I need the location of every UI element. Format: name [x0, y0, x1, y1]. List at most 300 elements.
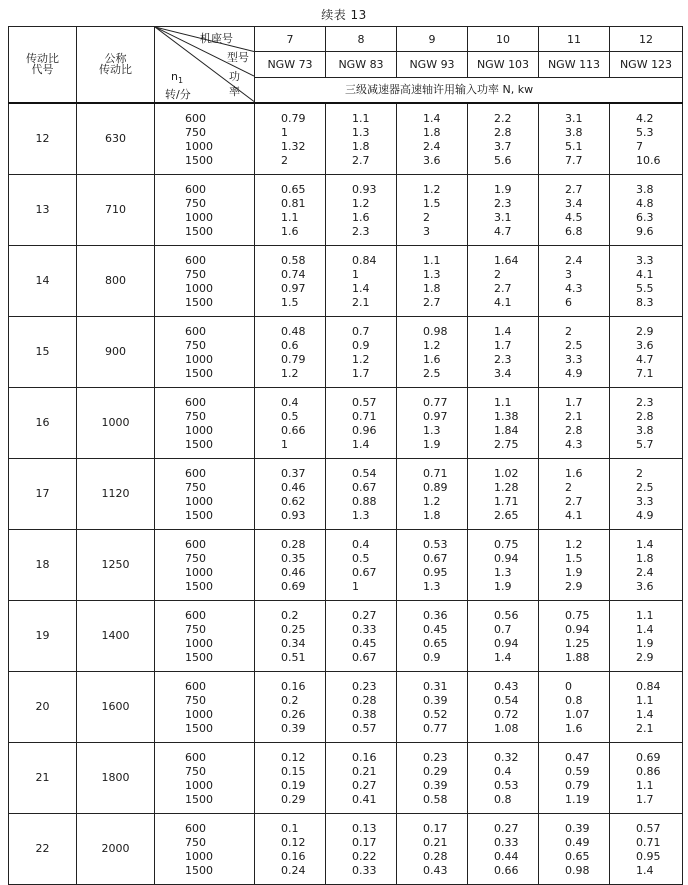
power-value: 2.5	[423, 366, 441, 380]
power-value: 0.28	[281, 537, 306, 551]
ratio-code-cell: 19	[9, 600, 77, 671]
frame-no-8: 8	[326, 27, 397, 52]
table-row	[9, 174, 683, 245]
table-row	[9, 742, 683, 813]
power-value: 1.5	[281, 295, 299, 309]
power-cell	[468, 813, 539, 884]
power-cell	[468, 742, 539, 813]
speed-value: 600	[185, 111, 206, 125]
speed-cell	[155, 742, 255, 813]
table-row	[9, 529, 683, 600]
power-cell	[326, 529, 397, 600]
power-value: 0.54	[494, 693, 519, 707]
power-cell	[539, 813, 610, 884]
model-ngw123: NGW 123	[610, 52, 683, 78]
power-value: 1.3	[423, 579, 441, 593]
nominal-ratio-cell: 1250	[77, 529, 155, 600]
power-table	[8, 26, 682, 877]
power-value: 0.33	[352, 863, 377, 877]
power-cell	[468, 174, 539, 245]
power-value: 0.2	[281, 608, 299, 622]
power-cell	[397, 245, 468, 316]
power-value: 0.65	[565, 849, 590, 863]
model-label: 型号	[227, 51, 249, 64]
speed-value: 750	[185, 125, 206, 139]
speed-value: 1000	[185, 352, 213, 366]
table-row	[9, 600, 683, 671]
table-caption: 续表 13	[321, 8, 367, 22]
power-value: 2.8	[565, 423, 583, 437]
power-value: 0.57	[636, 821, 661, 835]
power-value: 0.32	[494, 750, 519, 764]
power-value: 0.51	[281, 650, 306, 664]
power-value: 0.95	[636, 849, 661, 863]
power-cell	[255, 458, 326, 529]
power-value: 0.69	[281, 579, 306, 593]
power-value: 0.74	[281, 267, 306, 281]
power-value: 1.9	[494, 579, 512, 593]
power-value: 0.5	[352, 551, 370, 565]
power-value: 0.49	[565, 835, 590, 849]
table-row	[9, 316, 683, 387]
power-cell	[326, 174, 397, 245]
power-value: 0.34	[281, 636, 306, 650]
power-value: 1.28	[494, 480, 519, 494]
power-cell	[326, 813, 397, 884]
ratio-code-cell: 12	[9, 103, 77, 175]
power-value: 1.2	[352, 352, 370, 366]
power-value: 0.98	[565, 863, 590, 877]
power-value: 2.1	[352, 295, 370, 309]
power-value: 0.77	[423, 395, 448, 409]
speed-value: 1000	[185, 565, 213, 579]
power-value: 5.5	[636, 281, 654, 295]
frame-no-label: 机座号	[200, 32, 233, 45]
power-cell	[255, 174, 326, 245]
power-cell	[539, 174, 610, 245]
power-value: 0.15	[281, 764, 306, 778]
speed-value: 1000	[185, 778, 213, 792]
power-value: 0.43	[494, 679, 519, 693]
speed-cell	[155, 671, 255, 742]
power-value: 0.23	[352, 679, 377, 693]
power-value: 1.8	[423, 125, 441, 139]
power-value: 1	[352, 579, 359, 593]
power-value: 0.4	[352, 537, 370, 551]
power-value: 0.81	[281, 196, 306, 210]
power-cell	[255, 387, 326, 458]
power-value: 0.39	[423, 778, 448, 792]
power-value: 3.4	[494, 366, 512, 380]
power-value: 0.69	[636, 750, 661, 764]
speed-value: 1000	[185, 636, 213, 650]
power-value: 2.7	[494, 281, 512, 295]
power-value: 0.12	[281, 750, 306, 764]
power-value: 1.4	[494, 650, 512, 664]
power-value: 1.5	[423, 196, 441, 210]
power-value: 1.7	[565, 395, 583, 409]
power-cell	[468, 103, 539, 175]
power-value: 3	[423, 224, 430, 238]
power-value: 1.5	[565, 551, 583, 565]
nominal-ratio-cell: 630	[77, 103, 155, 175]
power-value: 6.8	[565, 224, 583, 238]
power-value: 1.1	[423, 253, 441, 267]
ratio-code-cell: 18	[9, 529, 77, 600]
power-value: 4.1	[565, 508, 583, 522]
nominal-ratio-header-line2: 传动比	[99, 63, 132, 77]
speed-value: 1000	[185, 707, 213, 721]
power-value: 0.28	[352, 693, 377, 707]
power-cell	[326, 245, 397, 316]
ratio-code-cell: 20	[9, 671, 77, 742]
power-cell	[255, 671, 326, 742]
power-value: 1.6	[423, 352, 441, 366]
power-value: 6.3	[636, 210, 654, 224]
speed-value: 1500	[185, 295, 213, 309]
speed-value: 600	[185, 750, 206, 764]
power-cell	[610, 458, 683, 529]
power-cell	[255, 103, 326, 175]
speed-value: 1000	[185, 494, 213, 508]
power-value: 0.4	[494, 764, 512, 778]
power-value: 0.44	[494, 849, 519, 863]
power-value: 0.38	[352, 707, 377, 721]
power-value: 1.38	[494, 409, 519, 423]
ratio-code-header	[9, 27, 77, 103]
speed-value: 750	[185, 409, 206, 423]
power-value: 2.75	[494, 437, 519, 451]
power-value: 0.27	[352, 608, 377, 622]
power-cell	[326, 671, 397, 742]
power-value: 4.7	[636, 352, 654, 366]
power-value: 0.9	[352, 338, 370, 352]
power-value: 0.8	[494, 792, 512, 806]
power-value: 9.6	[636, 224, 654, 238]
power-value: 0.65	[423, 636, 448, 650]
table-row	[9, 387, 683, 458]
speed-cell	[155, 245, 255, 316]
power-value: 0.58	[281, 253, 306, 267]
power-label-2: 率	[229, 85, 240, 98]
speed-value: 1500	[185, 153, 213, 167]
power-value: 0.17	[423, 821, 448, 835]
table-row	[9, 671, 683, 742]
speed-value: 1500	[185, 366, 213, 380]
power-value: 0.67	[352, 650, 377, 664]
power-value: 0.59	[565, 764, 590, 778]
power-value: 1.4	[352, 281, 370, 295]
power-cell	[397, 387, 468, 458]
power-value: 5.3	[636, 125, 654, 139]
power-value: 2.7	[565, 182, 583, 196]
power-value: 0.41	[352, 792, 377, 806]
power-value: 1.1	[636, 608, 654, 622]
power-value: 2.7	[423, 295, 441, 309]
frame-no-11: 11	[539, 27, 610, 52]
power-value: 1.3	[423, 423, 441, 437]
speed-cell	[155, 600, 255, 671]
power-value: 0.29	[281, 792, 306, 806]
model-ngw103: NGW 103	[468, 52, 539, 78]
power-value: 4.1	[636, 267, 654, 281]
power-value: 1.6	[565, 721, 583, 735]
power-value: 0.16	[352, 750, 377, 764]
power-value: 1.2	[423, 494, 441, 508]
ratio-code-cell: 14	[9, 245, 77, 316]
speed-value: 1500	[185, 721, 213, 735]
power-value: 0.54	[352, 466, 377, 480]
speed-value: 1000	[185, 423, 213, 437]
power-note: 三级减速器高速轴许用输入功率 N, kw	[255, 78, 683, 103]
power-value: 2.1	[565, 409, 583, 423]
power-value: 3.8	[565, 125, 583, 139]
power-cell	[326, 103, 397, 175]
power-value: 4.7	[494, 224, 512, 238]
power-cell	[610, 529, 683, 600]
power-cell	[468, 387, 539, 458]
power-value: 0.4	[281, 395, 299, 409]
nominal-ratio-cell: 1600	[77, 671, 155, 742]
frame-no-12: 12	[610, 27, 683, 52]
power-value: 2	[494, 267, 501, 281]
power-value: 4.2	[636, 111, 654, 125]
power-value: 3.8	[636, 423, 654, 437]
power-cell	[255, 529, 326, 600]
power-cell	[610, 387, 683, 458]
power-value: 0.8	[565, 693, 583, 707]
power-value: 4.8	[636, 196, 654, 210]
power-value: 1.64	[494, 253, 519, 267]
power-value: 1.2	[281, 366, 299, 380]
power-value: 0.79	[281, 111, 306, 125]
ratio-code-cell: 21	[9, 742, 77, 813]
power-value: 1.9	[565, 565, 583, 579]
power-label-1: 功	[229, 70, 240, 83]
speed-value: 750	[185, 835, 206, 849]
frame-no-9: 9	[397, 27, 468, 52]
power-cell	[326, 316, 397, 387]
power-value: 1.08	[494, 721, 519, 735]
power-value: 2.5	[565, 338, 583, 352]
power-value: 1.4	[423, 111, 441, 125]
power-value: 0.86	[636, 764, 661, 778]
power-cell	[397, 174, 468, 245]
power-value: 2.9	[636, 650, 654, 664]
power-value: 0.95	[423, 565, 448, 579]
power-value: 3.3	[636, 494, 654, 508]
power-value: 1.3	[352, 508, 370, 522]
nominal-ratio-cell: 1120	[77, 458, 155, 529]
speed-cell	[155, 316, 255, 387]
power-value: 0.52	[423, 707, 448, 721]
power-value: 1.1	[494, 395, 512, 409]
power-value: 5.1	[565, 139, 583, 153]
power-value: 5.7	[636, 437, 654, 451]
power-cell	[397, 458, 468, 529]
power-value: 3.4	[565, 196, 583, 210]
power-value: 2	[565, 324, 572, 338]
speed-value: 600	[185, 537, 206, 551]
power-value: 0.46	[281, 480, 306, 494]
power-value: 0.23	[423, 750, 448, 764]
nominal-ratio-cell: 710	[77, 174, 155, 245]
power-value: 3.3	[565, 352, 583, 366]
power-value: 2.7	[352, 153, 370, 167]
power-value: 0.33	[352, 622, 377, 636]
power-value: 0.98	[423, 324, 448, 338]
power-value: 0	[565, 679, 572, 693]
power-value: 1.1	[281, 210, 299, 224]
nominal-ratio-header	[77, 27, 155, 103]
power-cell	[468, 600, 539, 671]
power-cell	[610, 316, 683, 387]
power-value: 0.16	[281, 679, 306, 693]
ratio-code-cell: 17	[9, 458, 77, 529]
power-value: 1.1	[636, 778, 654, 792]
table-row	[9, 245, 683, 316]
power-value: 1.1	[636, 693, 654, 707]
power-cell	[397, 671, 468, 742]
ratio-code-header-line1: 传动比	[26, 52, 59, 66]
power-value: 1	[281, 125, 288, 139]
power-value: 2.65	[494, 508, 519, 522]
power-value: 2.9	[636, 324, 654, 338]
power-value: 0.57	[352, 395, 377, 409]
power-cell	[539, 245, 610, 316]
power-cell	[326, 458, 397, 529]
power-cell	[539, 316, 610, 387]
power-value: 1	[281, 437, 288, 451]
power-cell	[539, 671, 610, 742]
power-value: 1.9	[423, 437, 441, 451]
power-value: 0.94	[494, 551, 519, 565]
power-value: 2.4	[565, 253, 583, 267]
model-ngw93: NGW 93	[397, 52, 468, 78]
power-value: 0.53	[423, 537, 448, 551]
speed-value: 750	[185, 551, 206, 565]
power-value: 1.71	[494, 494, 519, 508]
power-value: 0.45	[352, 636, 377, 650]
power-value: 1.3	[423, 267, 441, 281]
speed-value: 1500	[185, 863, 213, 877]
power-value: 2.3	[352, 224, 370, 238]
speed-cell	[155, 529, 255, 600]
power-value: 2.4	[423, 139, 441, 153]
speed-value: 750	[185, 622, 206, 636]
power-cell	[610, 103, 683, 175]
power-value: 0.65	[281, 182, 306, 196]
power-value: 0.75	[494, 537, 519, 551]
power-value: 0.29	[423, 764, 448, 778]
power-value: 0.33	[494, 835, 519, 849]
power-value: 0.17	[352, 835, 377, 849]
power-value: 0.2	[281, 693, 299, 707]
speed-value: 1500	[185, 224, 213, 238]
power-value: 0.72	[494, 707, 519, 721]
power-value: 1.2	[423, 182, 441, 196]
nominal-ratio-cell: 800	[77, 245, 155, 316]
table-row	[9, 103, 683, 175]
power-value: 3.3	[636, 253, 654, 267]
power-value: 0.35	[281, 551, 306, 565]
power-value: 0.77	[423, 721, 448, 735]
power-cell	[397, 813, 468, 884]
power-value: 2	[636, 466, 643, 480]
nominal-ratio-header-line1: 公称	[104, 52, 127, 66]
speed-value: 750	[185, 693, 206, 707]
power-value: 1.4	[494, 324, 512, 338]
speed-value: 750	[185, 480, 206, 494]
power-value: 3.6	[423, 153, 441, 167]
power-value: 1.32	[281, 139, 306, 153]
power-cell	[326, 600, 397, 671]
power-value: 0.66	[494, 863, 519, 877]
power-value: 1.2	[423, 338, 441, 352]
power-value: 1.3	[352, 125, 370, 139]
power-value: 0.16	[281, 849, 306, 863]
power-value: 1.84	[494, 423, 519, 437]
power-cell	[397, 742, 468, 813]
power-value: 5.6	[494, 153, 512, 167]
frame-no-7: 7	[255, 27, 326, 52]
power-value: 1.9	[636, 636, 654, 650]
power-cell	[326, 742, 397, 813]
power-value: 0.57	[352, 721, 377, 735]
speed-value: 1000	[185, 849, 213, 863]
model-ngw83: NGW 83	[326, 52, 397, 78]
power-value: 2.4	[636, 565, 654, 579]
power-value: 0.97	[423, 409, 448, 423]
table-row	[9, 813, 683, 884]
power-value: 0.36	[423, 608, 448, 622]
speed-value: 750	[185, 764, 206, 778]
power-value: 1.2	[352, 196, 370, 210]
power-value: 0.79	[281, 352, 306, 366]
power-value: 3	[565, 267, 572, 281]
power-cell	[610, 245, 683, 316]
nominal-ratio-cell: 2000	[77, 813, 155, 884]
power-value: 2.7	[565, 494, 583, 508]
power-value: 0.66	[281, 423, 306, 437]
power-value: 1.25	[565, 636, 590, 650]
power-value: 0.46	[281, 565, 306, 579]
power-value: 0.47	[565, 750, 590, 764]
speed-value: 1500	[185, 508, 213, 522]
speed-value: 600	[185, 395, 206, 409]
ratio-code-cell: 13	[9, 174, 77, 245]
power-value: 0.93	[352, 182, 377, 196]
speed-cell	[155, 174, 255, 245]
power-value: 0.7	[352, 324, 370, 338]
power-value: 1.7	[352, 366, 370, 380]
power-value: 4.9	[565, 366, 583, 380]
power-value: 0.45	[423, 622, 448, 636]
power-value: 1.4	[636, 863, 654, 877]
power-value: 0.7	[494, 622, 512, 636]
power-value: 1.1	[352, 111, 370, 125]
power-cell	[610, 742, 683, 813]
speed-value: 600	[185, 324, 206, 338]
power-cell	[539, 600, 610, 671]
diagonal-header-cell	[155, 27, 255, 103]
speed-value: 1500	[185, 650, 213, 664]
power-value: 3.7	[494, 139, 512, 153]
power-cell	[610, 174, 683, 245]
speed-value: 600	[185, 466, 206, 480]
power-value: 1.2	[565, 537, 583, 551]
power-value: 0.31	[423, 679, 448, 693]
